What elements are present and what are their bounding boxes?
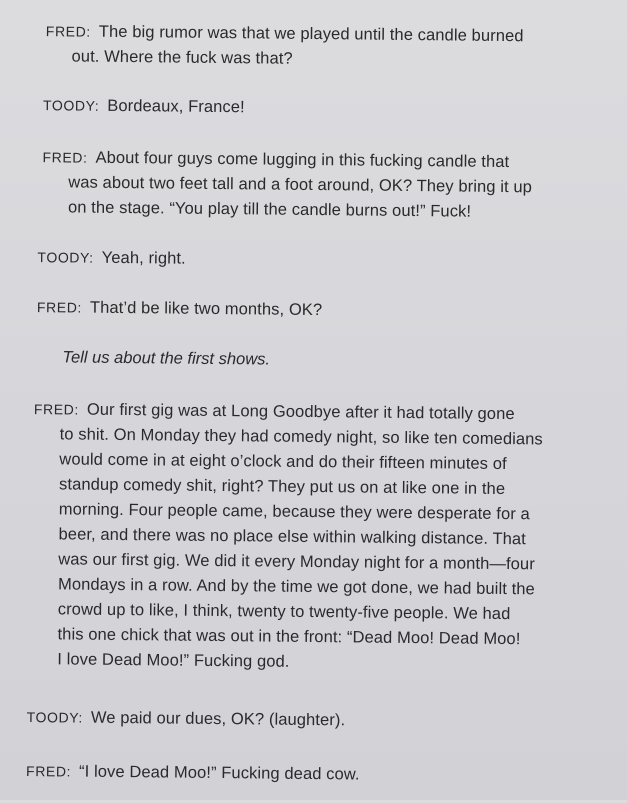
dialogue-entry (45, 19, 627, 75)
dialogue-line: We paid our dues, OK? (laughter). (90, 708, 346, 730)
dialogue-entry (43, 93, 627, 124)
speaker-label: FRED: (36, 299, 83, 316)
dialogue-entry (42, 145, 627, 226)
dialogue-line: to shit. On Monday they had comedy night, so like ten comedians (59, 425, 543, 449)
speaker-label: FRED: (26, 763, 72, 780)
dialogue-line: Mondays in a row. And by the time we got done, we had built the (57, 575, 535, 599)
dialogue-entry (37, 295, 623, 326)
dialogue-line: was about two feet tall and a foot around, OK? They bring it up (68, 173, 533, 197)
dialogue-line: That’d be like two months, OK? (89, 298, 323, 320)
speaker-label: TOODY: (42, 97, 100, 114)
dialogue-entry (37, 245, 623, 276)
dialogue-entry (31, 397, 627, 678)
dialogue-entry (26, 759, 612, 790)
speaker-label: FRED: (33, 401, 79, 418)
dialogue-line: this one chick that was out in the front: “Dead Moo! Dead Moo! (57, 625, 521, 649)
dialogue-line: morning. Four people came, because they were desperate for a (58, 500, 530, 524)
dialogue-line: “I love Dead Moo!” Fucking dead cow. (79, 762, 360, 784)
dialogue-line: was our first gig. We did it every Monday night for a month—four (58, 550, 535, 574)
dialogue-line: Bordeaux, France! (107, 96, 245, 117)
dialogue-line: on the stage. “You play till the candle burns out!” Fuck! (67, 198, 472, 221)
dialogue-line: standup comedy shit, right? They put us on at like one in the (59, 475, 506, 499)
dialogue-line: About four guys come lugging in this fucking candle that (95, 148, 510, 172)
dialogue-line: would come in at eight o’clock and do their fifteen minutes of (59, 450, 507, 474)
interview-question: Tell us about the first shows. (62, 348, 271, 369)
dialogue-line: crowd up to like, I think, twenty to twenty-five people. We had (57, 600, 511, 624)
speaker-label: FRED: (42, 149, 88, 166)
speaker-label: FRED: (45, 23, 91, 40)
dialogue-line: beer, and there was no place else within walking distance. That (58, 525, 527, 549)
dialogue-line: Yeah, right. (101, 248, 186, 268)
dialogue-line: The big rumor was that we played until the candle burned (98, 22, 524, 46)
dialogue-line: out. Where the fuck was that? (71, 47, 293, 68)
speaker-label: TOODY: (26, 709, 83, 726)
dialogue-line: I love Dead Moo!” Fucking god. (57, 650, 290, 671)
speaker-label: TOODY: (37, 249, 94, 266)
dialogue-entry (27, 705, 613, 736)
dialogue-line: Our first gig was at Long Goodbye after it had totally gone (86, 400, 515, 424)
